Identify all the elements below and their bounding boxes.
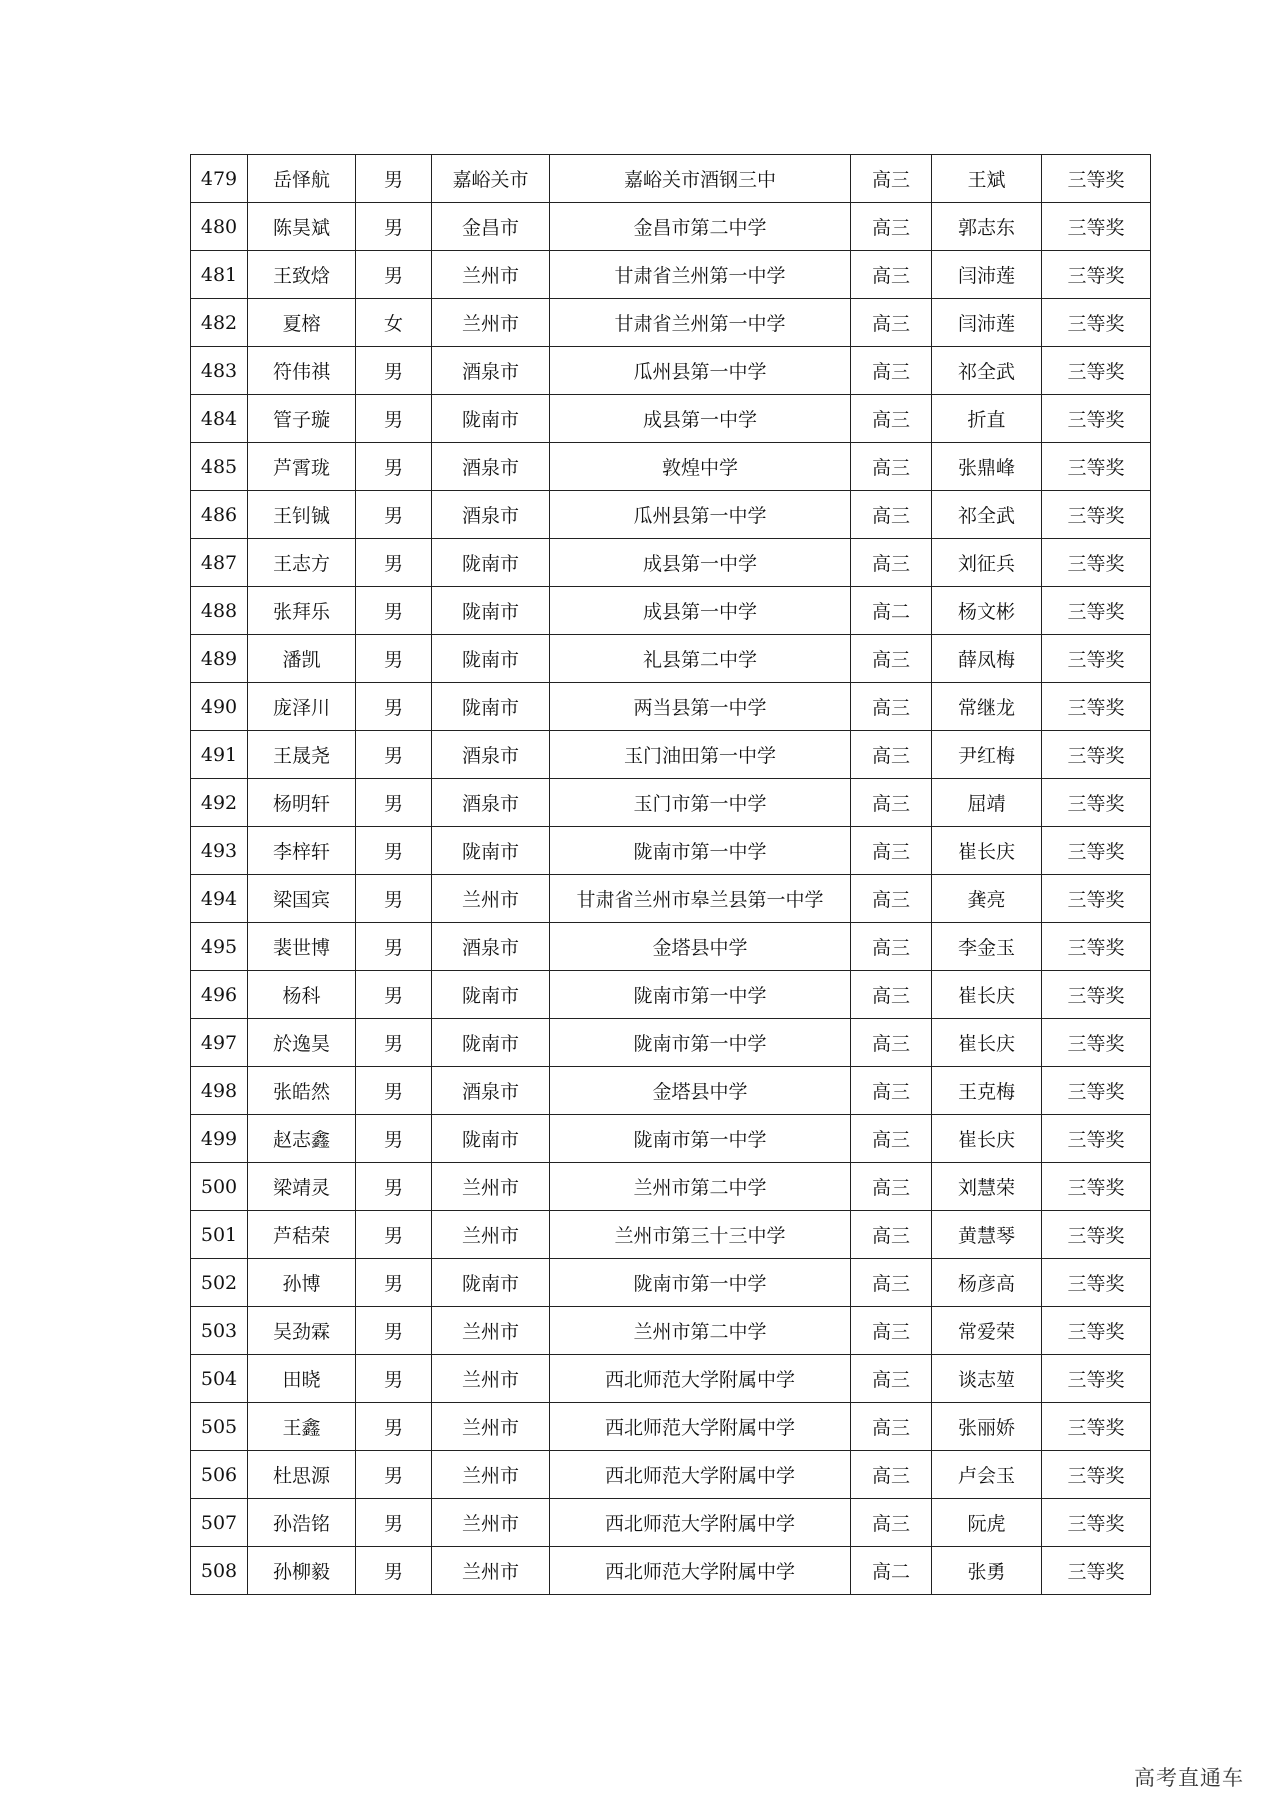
teacher-cell: 刘征兵 (932, 539, 1042, 587)
row-index-cell: 493 (191, 827, 248, 875)
gender-cell: 男 (356, 1163, 432, 1211)
gender-cell: 男 (356, 203, 432, 251)
teacher-cell: 崔长庆 (932, 827, 1042, 875)
school-cell: 玉门市第一中学 (550, 779, 851, 827)
school-cell: 甘肃省兰州市皋兰县第一中学 (550, 875, 851, 923)
grade-cell: 高三 (851, 299, 932, 347)
school-cell: 西北师范大学附属中学 (550, 1499, 851, 1547)
grade-cell: 高三 (851, 827, 932, 875)
award-cell: 三等奖 (1042, 1115, 1151, 1163)
row-index-cell: 503 (191, 1307, 248, 1355)
award-cell: 三等奖 (1042, 779, 1151, 827)
city-cell: 酒泉市 (432, 491, 550, 539)
student-name-cell: 孙浩铭 (248, 1499, 356, 1547)
student-name-cell: 梁国宾 (248, 875, 356, 923)
award-cell: 三等奖 (1042, 299, 1151, 347)
teacher-cell: 郭志东 (932, 203, 1042, 251)
table-row (191, 1499, 1151, 1547)
row-index-cell: 497 (191, 1019, 248, 1067)
school-cell: 金昌市第二中学 (550, 203, 851, 251)
award-cell: 三等奖 (1042, 827, 1151, 875)
award-cell: 三等奖 (1042, 1355, 1151, 1403)
grade-cell: 高三 (851, 1211, 932, 1259)
table-row (191, 875, 1151, 923)
table-row (191, 203, 1151, 251)
row-index-cell: 492 (191, 779, 248, 827)
award-cell: 三等奖 (1042, 1259, 1151, 1307)
award-cell: 三等奖 (1042, 1451, 1151, 1499)
gender-cell: 男 (356, 1547, 432, 1595)
student-name-cell: 潘凯 (248, 635, 356, 683)
row-index-cell: 496 (191, 971, 248, 1019)
student-name-cell: 赵志鑫 (248, 1115, 356, 1163)
student-name-cell: 吴劲霖 (248, 1307, 356, 1355)
teacher-cell: 张丽娇 (932, 1403, 1042, 1451)
teacher-cell: 闫沛莲 (932, 299, 1042, 347)
table-row (191, 1307, 1151, 1355)
grade-cell: 高三 (851, 1403, 932, 1451)
city-cell: 陇南市 (432, 539, 550, 587)
student-name-cell: 王钊铖 (248, 491, 356, 539)
city-cell: 酒泉市 (432, 347, 550, 395)
student-name-cell: 杨明轩 (248, 779, 356, 827)
grade-cell: 高三 (851, 491, 932, 539)
city-cell: 兰州市 (432, 251, 550, 299)
grade-cell: 高三 (851, 1499, 932, 1547)
school-cell: 成县第一中学 (550, 539, 851, 587)
school-cell: 西北师范大学附属中学 (550, 1355, 851, 1403)
gender-cell: 女 (356, 299, 432, 347)
student-name-cell: 管子璇 (248, 395, 356, 443)
grade-cell: 高三 (851, 1355, 932, 1403)
city-cell: 陇南市 (432, 635, 550, 683)
teacher-cell: 崔长庆 (932, 1115, 1042, 1163)
school-cell: 兰州市第二中学 (550, 1307, 851, 1355)
school-cell: 甘肃省兰州第一中学 (550, 251, 851, 299)
school-cell: 甘肃省兰州第一中学 (550, 299, 851, 347)
gender-cell: 男 (356, 443, 432, 491)
teacher-cell: 王克梅 (932, 1067, 1042, 1115)
city-cell: 兰州市 (432, 1163, 550, 1211)
teacher-cell: 刘慧荣 (932, 1163, 1042, 1211)
city-cell: 兰州市 (432, 1451, 550, 1499)
row-index-cell: 500 (191, 1163, 248, 1211)
gender-cell: 男 (356, 1259, 432, 1307)
grade-cell: 高三 (851, 251, 932, 299)
award-cell: 三等奖 (1042, 1163, 1151, 1211)
grade-cell: 高三 (851, 971, 932, 1019)
gender-cell: 男 (356, 395, 432, 443)
city-cell: 陇南市 (432, 827, 550, 875)
table-row (191, 827, 1151, 875)
student-name-cell: 王志方 (248, 539, 356, 587)
gender-cell: 男 (356, 539, 432, 587)
row-index-cell: 487 (191, 539, 248, 587)
school-cell: 西北师范大学附属中学 (550, 1403, 851, 1451)
row-index-cell: 485 (191, 443, 248, 491)
student-name-cell: 孙博 (248, 1259, 356, 1307)
gender-cell: 男 (356, 491, 432, 539)
gender-cell: 男 (356, 1403, 432, 1451)
award-cell: 三等奖 (1042, 1547, 1151, 1595)
row-index-cell: 481 (191, 251, 248, 299)
teacher-cell: 谈志堃 (932, 1355, 1042, 1403)
student-name-cell: 庞泽川 (248, 683, 356, 731)
grade-cell: 高三 (851, 1307, 932, 1355)
award-cell: 三等奖 (1042, 443, 1151, 491)
award-cell: 三等奖 (1042, 731, 1151, 779)
table-row (191, 1259, 1151, 1307)
city-cell: 陇南市 (432, 971, 550, 1019)
row-index-cell: 507 (191, 1499, 248, 1547)
row-index-cell: 484 (191, 395, 248, 443)
award-cell: 三等奖 (1042, 587, 1151, 635)
student-name-cell: 杜思源 (248, 1451, 356, 1499)
school-cell: 成县第一中学 (550, 587, 851, 635)
award-cell: 三等奖 (1042, 155, 1151, 203)
city-cell: 兰州市 (432, 1499, 550, 1547)
table-row (191, 923, 1151, 971)
city-cell: 兰州市 (432, 1403, 550, 1451)
grade-cell: 高二 (851, 587, 932, 635)
award-cell: 三等奖 (1042, 251, 1151, 299)
grade-cell: 高三 (851, 1019, 932, 1067)
table-row (191, 347, 1151, 395)
row-index-cell: 498 (191, 1067, 248, 1115)
row-index-cell: 486 (191, 491, 248, 539)
city-cell: 陇南市 (432, 1259, 550, 1307)
city-cell: 兰州市 (432, 1355, 550, 1403)
award-cell: 三等奖 (1042, 923, 1151, 971)
grade-cell: 高三 (851, 155, 932, 203)
city-cell: 嘉峪关市 (432, 155, 550, 203)
grade-cell: 高三 (851, 1067, 932, 1115)
teacher-cell: 黄慧琴 (932, 1211, 1042, 1259)
teacher-cell: 李金玉 (932, 923, 1042, 971)
teacher-cell: 常爱荣 (932, 1307, 1042, 1355)
teacher-cell: 崔长庆 (932, 1019, 1042, 1067)
student-name-cell: 田晓 (248, 1355, 356, 1403)
row-index-cell: 508 (191, 1547, 248, 1595)
school-cell: 两当县第一中学 (550, 683, 851, 731)
grade-cell: 高二 (851, 1547, 932, 1595)
school-cell: 敦煌中学 (550, 443, 851, 491)
gender-cell: 男 (356, 875, 432, 923)
gender-cell: 男 (356, 779, 432, 827)
city-cell: 陇南市 (432, 395, 550, 443)
grade-cell: 高三 (851, 395, 932, 443)
city-cell: 酒泉市 (432, 779, 550, 827)
table-row (191, 299, 1151, 347)
teacher-cell: 杨文彬 (932, 587, 1042, 635)
gender-cell: 男 (356, 1019, 432, 1067)
teacher-cell: 杨彦高 (932, 1259, 1042, 1307)
table-row (191, 1547, 1151, 1595)
school-cell: 西北师范大学附属中学 (550, 1451, 851, 1499)
grade-cell: 高三 (851, 1115, 932, 1163)
teacher-cell: 卢会玉 (932, 1451, 1042, 1499)
teacher-cell: 张勇 (932, 1547, 1042, 1595)
grade-cell: 高三 (851, 683, 932, 731)
school-cell: 金塔县中学 (550, 1067, 851, 1115)
award-cell: 三等奖 (1042, 1307, 1151, 1355)
gender-cell: 男 (356, 587, 432, 635)
city-cell: 兰州市 (432, 299, 550, 347)
award-cell: 三等奖 (1042, 203, 1151, 251)
gender-cell: 男 (356, 1067, 432, 1115)
award-cell: 三等奖 (1042, 683, 1151, 731)
teacher-cell: 闫沛莲 (932, 251, 1042, 299)
city-cell: 酒泉市 (432, 1067, 550, 1115)
school-cell: 陇南市第一中学 (550, 1019, 851, 1067)
award-cell: 三等奖 (1042, 875, 1151, 923)
student-name-cell: 芦秸荣 (248, 1211, 356, 1259)
table-row (191, 1115, 1151, 1163)
row-index-cell: 491 (191, 731, 248, 779)
school-cell: 西北师范大学附属中学 (550, 1547, 851, 1595)
school-cell: 瓜州县第一中学 (550, 491, 851, 539)
table-row (191, 443, 1151, 491)
row-index-cell: 502 (191, 1259, 248, 1307)
gender-cell: 男 (356, 731, 432, 779)
award-cell: 三等奖 (1042, 1019, 1151, 1067)
teacher-cell: 王斌 (932, 155, 1042, 203)
city-cell: 兰州市 (432, 875, 550, 923)
row-index-cell: 480 (191, 203, 248, 251)
table-row (191, 683, 1151, 731)
city-cell: 兰州市 (432, 1307, 550, 1355)
table-row (191, 779, 1151, 827)
table-row (191, 155, 1151, 203)
grade-cell: 高三 (851, 1259, 932, 1307)
city-cell: 兰州市 (432, 1547, 550, 1595)
gender-cell: 男 (356, 923, 432, 971)
gender-cell: 男 (356, 1307, 432, 1355)
table-row (191, 1451, 1151, 1499)
award-cell: 三等奖 (1042, 491, 1151, 539)
city-cell: 酒泉市 (432, 443, 550, 491)
table-row (191, 971, 1151, 1019)
gender-cell: 男 (356, 1211, 432, 1259)
gender-cell: 男 (356, 155, 432, 203)
school-cell: 玉门油田第一中学 (550, 731, 851, 779)
row-index-cell: 490 (191, 683, 248, 731)
city-cell: 金昌市 (432, 203, 550, 251)
city-cell: 陇南市 (432, 683, 550, 731)
teacher-cell: 薛凤梅 (932, 635, 1042, 683)
award-cell: 三等奖 (1042, 1211, 1151, 1259)
gender-cell: 男 (356, 635, 432, 683)
school-cell: 陇南市第一中学 (550, 971, 851, 1019)
grade-cell: 高三 (851, 923, 932, 971)
row-index-cell: 506 (191, 1451, 248, 1499)
student-name-cell: 杨科 (248, 971, 356, 1019)
grade-cell: 高三 (851, 347, 932, 395)
gender-cell: 男 (356, 827, 432, 875)
gender-cell: 男 (356, 251, 432, 299)
school-cell: 陇南市第一中学 (550, 827, 851, 875)
table-row (191, 1355, 1151, 1403)
school-cell: 陇南市第一中学 (550, 1259, 851, 1307)
grade-cell: 高三 (851, 539, 932, 587)
student-name-cell: 王致焓 (248, 251, 356, 299)
teacher-cell: 崔长庆 (932, 971, 1042, 1019)
watermark-text: 高考直通车 (1134, 1766, 1244, 1790)
school-cell: 成县第一中学 (550, 395, 851, 443)
table-row (191, 587, 1151, 635)
student-name-cell: 於逸昊 (248, 1019, 356, 1067)
school-cell: 兰州市第二中学 (550, 1163, 851, 1211)
row-index-cell: 501 (191, 1211, 248, 1259)
gender-cell: 男 (356, 683, 432, 731)
award-cell: 三等奖 (1042, 635, 1151, 683)
city-cell: 陇南市 (432, 1115, 550, 1163)
award-cell: 三等奖 (1042, 395, 1151, 443)
gender-cell: 男 (356, 971, 432, 1019)
teacher-cell: 祁全武 (932, 491, 1042, 539)
award-list-table (190, 154, 1151, 1595)
award-cell: 三等奖 (1042, 347, 1151, 395)
student-name-cell: 李梓轩 (248, 827, 356, 875)
student-name-cell: 王晟尧 (248, 731, 356, 779)
gender-cell: 男 (356, 347, 432, 395)
student-name-cell: 陈昊斌 (248, 203, 356, 251)
grade-cell: 高三 (851, 635, 932, 683)
student-name-cell: 梁靖灵 (248, 1163, 356, 1211)
award-cell: 三等奖 (1042, 971, 1151, 1019)
school-cell: 嘉峪关市酒钢三中 (550, 155, 851, 203)
grade-cell: 高三 (851, 1451, 932, 1499)
teacher-cell: 龚亮 (932, 875, 1042, 923)
teacher-cell: 阮虎 (932, 1499, 1042, 1547)
award-cell: 三等奖 (1042, 1067, 1151, 1115)
table-row (191, 1163, 1151, 1211)
gender-cell: 男 (356, 1355, 432, 1403)
row-index-cell: 488 (191, 587, 248, 635)
table-row (191, 395, 1151, 443)
student-name-cell: 王鑫 (248, 1403, 356, 1451)
city-cell: 陇南市 (432, 1019, 550, 1067)
award-cell: 三等奖 (1042, 1403, 1151, 1451)
teacher-cell: 张鼎峰 (932, 443, 1042, 491)
table-row (191, 539, 1151, 587)
school-cell: 陇南市第一中学 (550, 1115, 851, 1163)
grade-cell: 高三 (851, 779, 932, 827)
row-index-cell: 504 (191, 1355, 248, 1403)
grade-cell: 高三 (851, 875, 932, 923)
grade-cell: 高三 (851, 203, 932, 251)
teacher-cell: 屈靖 (932, 779, 1042, 827)
row-index-cell: 499 (191, 1115, 248, 1163)
teacher-cell: 祁全武 (932, 347, 1042, 395)
table-row (191, 1403, 1151, 1451)
row-index-cell: 483 (191, 347, 248, 395)
gender-cell: 男 (356, 1499, 432, 1547)
table-body (191, 155, 1151, 1595)
gender-cell: 男 (356, 1115, 432, 1163)
city-cell: 酒泉市 (432, 923, 550, 971)
teacher-cell: 尹红梅 (932, 731, 1042, 779)
table-row (191, 1211, 1151, 1259)
grade-cell: 高三 (851, 1163, 932, 1211)
table-row (191, 251, 1151, 299)
award-cell: 三等奖 (1042, 539, 1151, 587)
table-row (191, 1019, 1151, 1067)
school-cell: 金塔县中学 (550, 923, 851, 971)
student-name-cell: 符伟祺 (248, 347, 356, 395)
student-name-cell: 裴世博 (248, 923, 356, 971)
row-index-cell: 495 (191, 923, 248, 971)
gender-cell: 男 (356, 1451, 432, 1499)
row-index-cell: 505 (191, 1403, 248, 1451)
row-index-cell: 494 (191, 875, 248, 923)
table-row (191, 1067, 1151, 1115)
row-index-cell: 479 (191, 155, 248, 203)
student-name-cell: 孙柳毅 (248, 1547, 356, 1595)
student-name-cell: 岳怿航 (248, 155, 356, 203)
city-cell: 兰州市 (432, 1211, 550, 1259)
award-cell: 三等奖 (1042, 1499, 1151, 1547)
school-cell: 瓜州县第一中学 (550, 347, 851, 395)
city-cell: 陇南市 (432, 587, 550, 635)
student-name-cell: 芦霄珑 (248, 443, 356, 491)
row-index-cell: 489 (191, 635, 248, 683)
city-cell: 酒泉市 (432, 731, 550, 779)
table-row (191, 731, 1151, 779)
student-name-cell: 张皓然 (248, 1067, 356, 1115)
student-name-cell: 夏榕 (248, 299, 356, 347)
grade-cell: 高三 (851, 443, 932, 491)
student-name-cell: 张拜乐 (248, 587, 356, 635)
row-index-cell: 482 (191, 299, 248, 347)
table-row (191, 491, 1151, 539)
school-cell: 兰州市第三十三中学 (550, 1211, 851, 1259)
table-row (191, 635, 1151, 683)
grade-cell: 高三 (851, 731, 932, 779)
school-cell: 礼县第二中学 (550, 635, 851, 683)
teacher-cell: 折直 (932, 395, 1042, 443)
teacher-cell: 常继龙 (932, 683, 1042, 731)
